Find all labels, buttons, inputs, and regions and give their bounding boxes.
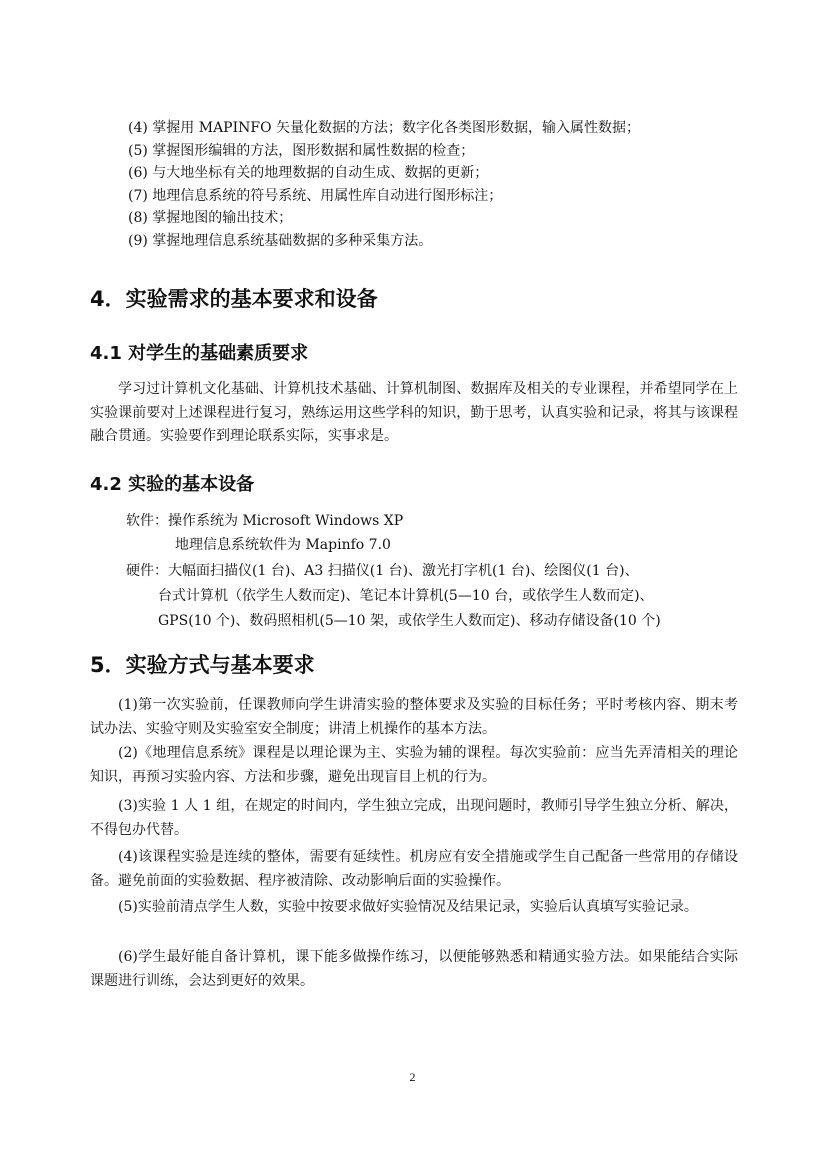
section-5-paragraph: (5)实验前清点学生人数，实验中按要求做好实验情况及结果记录，实验后认真填写实验记录。 bbox=[118, 899, 698, 915]
section-5-paragraph: (4)该课程实验是连续的整体，需要有延续性。机房应有安全措施或学生自己配备一些常用的存储设备。避免前面的实验数据、程序被清除、改动影响后面的实验操作。 bbox=[90, 849, 738, 889]
section-4-2-heading: 4.2 实验的基本设备 bbox=[90, 474, 255, 495]
hardware-line-1: 硬件：大幅面扫描仪(1 台)、A3 扫描仪(1 台)、激光打字机(1 台)、绘图仪(1 台)、 bbox=[126, 563, 639, 579]
section-4-heading: 4．实验需求的基本要求和设备 bbox=[90, 287, 378, 311]
software-line-1: 软件：操作系统为 Microsoft Windows XP bbox=[126, 513, 404, 529]
section-4-1-paragraph: 学习过计算机文化基础、计算机技术基础、计算机制图、数据库及相关的专业课程，并希望同学在上实验课前要对上述课程进行复习，熟练运用这些学科的知识，勤于思考，认真实验和记录，将其与该课程融合贯通。实验要作到理论联系实际，实事求是。 bbox=[90, 381, 738, 444]
section-5-heading: 5．实验方式与基本要求 bbox=[90, 653, 315, 677]
section-4-1-heading: 4.1 对学生的基础素质要求 bbox=[90, 343, 309, 364]
section-5-paragraph: (3)实验 1 人 1 组，在规定的时间内，学生独立完成，出现问题时，教师引导学生独立分析、解决，不得包办代替。 bbox=[90, 798, 738, 838]
list-item: (9) 掌握地理信息系统基础数据的多种采集方法。 bbox=[128, 232, 433, 249]
section-5-paragraph: (6)学生最好能自备计算机，课下能多做操作练习，以便能够熟悉和精通实验方法。如果能结合实际课题进行训练，会达到更好的效果。 bbox=[90, 949, 738, 989]
hardware-line-2: 台式计算机（依学生人数而定)、笔记本计算机(5—10 台，或依学生人数而定)、 bbox=[158, 588, 654, 604]
objectives-list bbox=[128, 117, 768, 252]
list-item: (4) 掌握用 MAPINFO 矢量化数据的方法；数字化各类图形数据，输入属性数据； bbox=[128, 120, 641, 136]
hardware-line-3: GPS(10 个)、数码照相机(5—10 架，或依学生人数而定)、移动存储设备(10 个) bbox=[158, 613, 661, 629]
list-item: (8) 掌握地图的输出技术； bbox=[128, 210, 293, 226]
list-item: (5) 掌握图形编辑的方法，图形数据和属性数据的检查； bbox=[128, 142, 475, 159]
software-line-2: 地理信息系统软件为 Mapinfo 7.0 bbox=[175, 537, 391, 553]
section-5-paragraph: (1)第一次实验前，任课教师向学生讲清实验的整体要求及实验的目标任务；平时考核内容、期末考试办法、实验守则及实验室安全制度；讲清上机操作的基本方法。 bbox=[90, 697, 738, 737]
list-item: (7) 地理信息系统的符号系统、用属性库自动进行图形标注； bbox=[128, 187, 503, 204]
section-5-paragraph: (2)《地理信息系统》课程是以理论课为主、实验为辅的课程。每次实验前：应当先弄清相关的理论知识，再预习实验内容、方法和步骤，避免出现盲目上机的行为。 bbox=[90, 745, 738, 785]
page-number: 2 bbox=[409, 1070, 416, 1084]
list-item: (6) 与大地坐标有关的地理数据的自动生成、数据的更新； bbox=[128, 165, 489, 181]
